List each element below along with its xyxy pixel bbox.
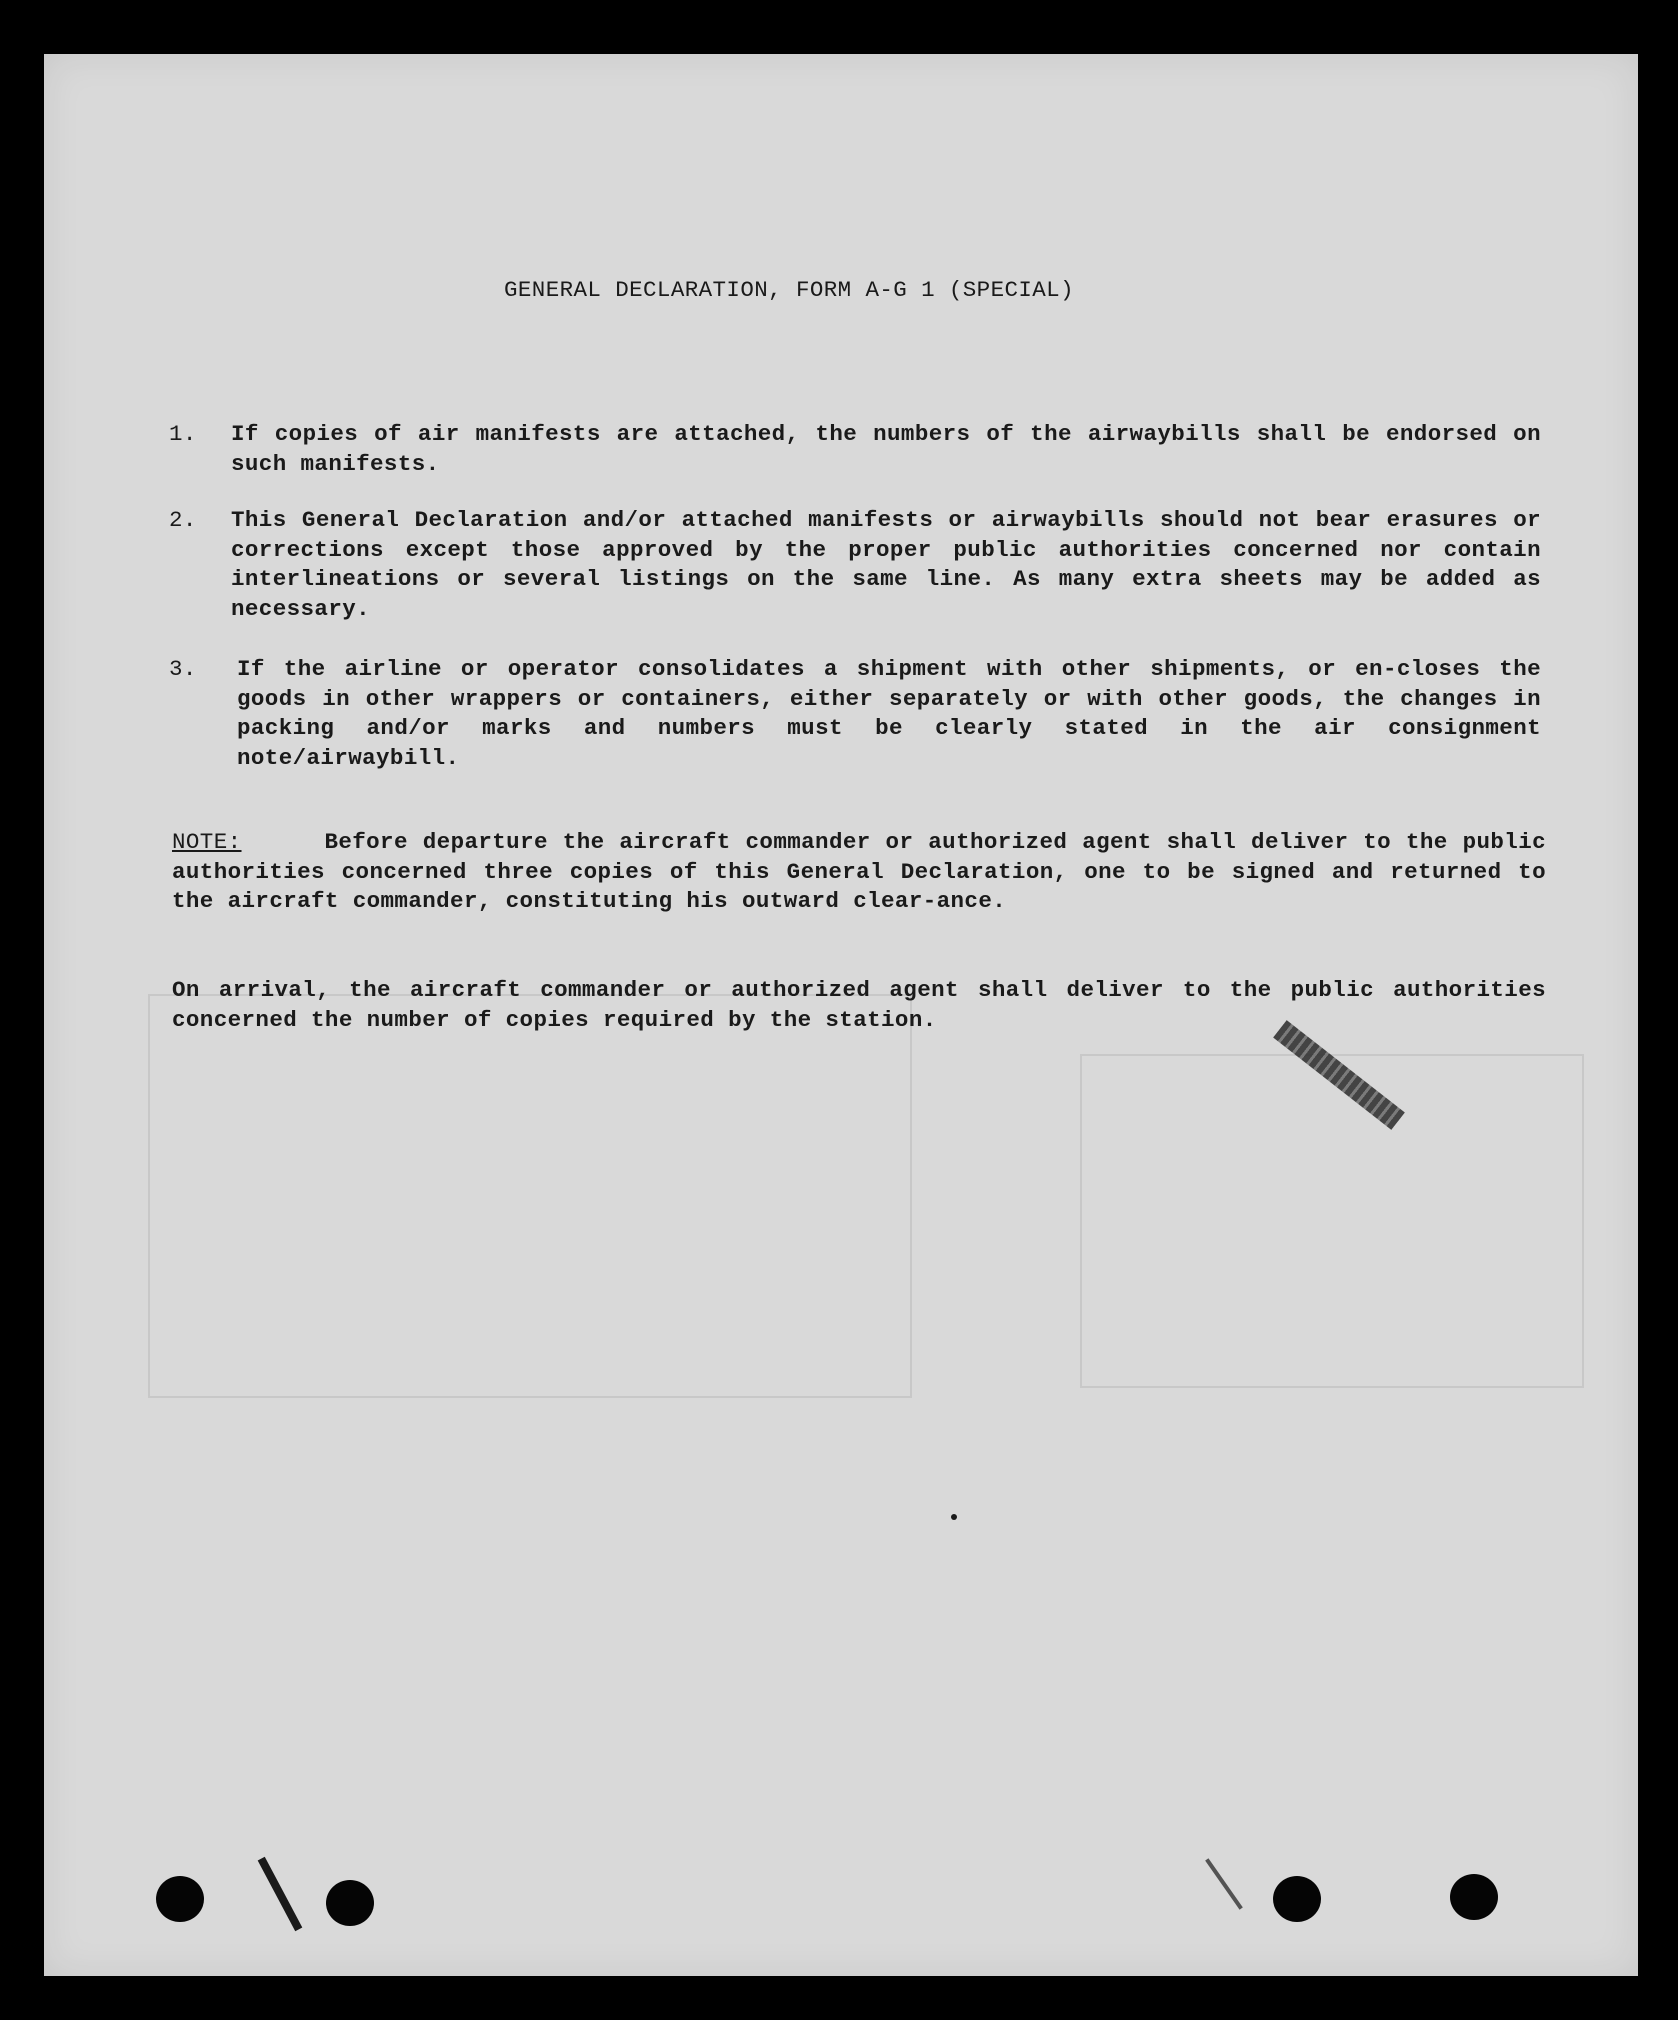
punch-hole	[1273, 1876, 1321, 1922]
document-page	[44, 54, 1638, 1976]
punch-hole	[156, 1876, 204, 1922]
item-number: 2.	[169, 507, 197, 533]
item-text: This General Declaration and/or attached manifests or airwaybills should not bear erasures or corrections except those approved by the proper public authorities concerned nor contain interlineations or several listings on the same line. As many extra sheets may be added as necessary.	[231, 507, 1541, 622]
document-title: GENERAL DECLARATION, FORM A-G 1 (SPECIAL)	[504, 277, 1074, 303]
item-number: 1.	[169, 421, 197, 447]
item-text: If the airline or operator consolidates a shipment with other shipments, or en-closes the goods in other wrappers or containers, either separately or with other goods, the changes in packing and/or marks and numbers must be clearly stated in the air consignment note/airwaybill.	[237, 656, 1541, 771]
note-label: NOTE:	[172, 829, 242, 855]
bleed-through-box	[1080, 1054, 1584, 1388]
punch-hole	[326, 1880, 374, 1926]
item-text: If copies of air manifests are attached, the numbers of the airwaybills shall be endorsed on such manifests.	[231, 421, 1541, 477]
note-paragraph	[172, 828, 1546, 917]
ink-dot	[951, 1514, 957, 1520]
ink-smudge	[1205, 1858, 1243, 1909]
bleed-through-box	[148, 994, 912, 1398]
note-text: Before departure the aircraft commander or authorized agent shall deliver to the public authorities concerned three copies of this General Declaration, one to be signed and returned to the aircraft commander, constituting his outward clear-ance.	[172, 829, 1547, 914]
arrival-paragraph: On arrival, the aircraft commander or authorized agent shall deliver to the public authorities concerned the number of copies required by the station.	[172, 977, 1546, 1033]
punch-hole	[1450, 1874, 1498, 1920]
item-number: 3.	[169, 656, 197, 682]
ink-smudge	[258, 1857, 303, 1931]
